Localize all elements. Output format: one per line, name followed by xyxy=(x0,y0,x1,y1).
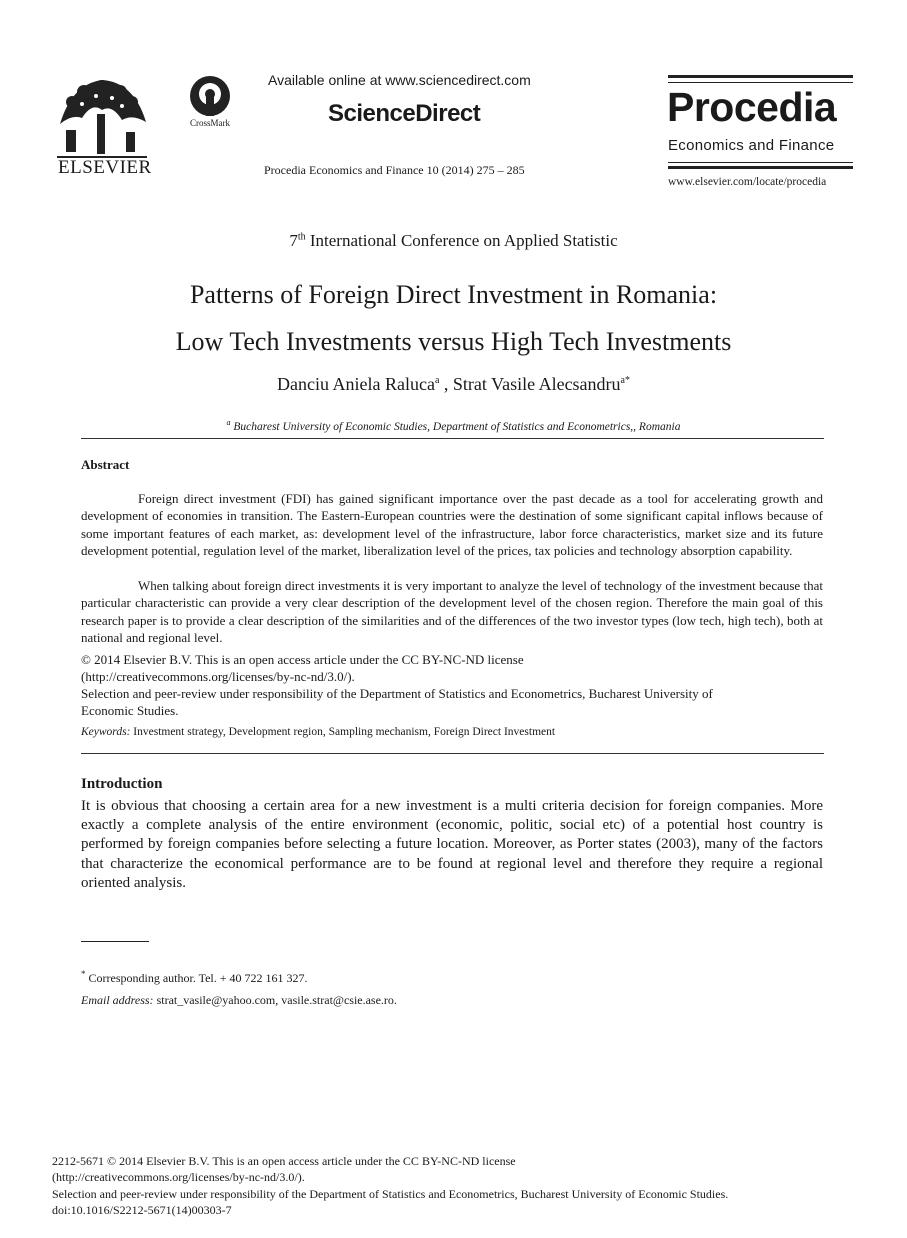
crossmark-label: CrossMark xyxy=(190,118,230,128)
authors xyxy=(0,374,907,395)
available-online: Available online at www.sciencedirect.com xyxy=(268,72,531,88)
author-1: Danciu Aniela Raluca xyxy=(277,374,435,394)
email-label: Email address: xyxy=(81,993,154,1007)
conference-ordinal-sup: th xyxy=(297,231,306,243)
keywords-label: Keywords: xyxy=(81,726,131,738)
elsevier-wordmark: ELSEVIER xyxy=(58,157,152,178)
introduction-heading: Introduction xyxy=(81,776,163,792)
paper-title-line1: Patterns of Foreign Direct Investment in Romania: xyxy=(189,280,718,309)
journal-reference: Procedia Economics and Finance 10 (2014) 275 – 285 xyxy=(264,163,525,177)
keywords xyxy=(81,726,555,738)
email-addresses[interactable]: strat_vasile@yahoo.com, vasile.strat@csie.ase.ro. xyxy=(153,993,397,1007)
license-statement xyxy=(81,651,823,686)
peer-review-bottom: Selection and peer-review under responsibility of the Department of Statistics and Econometrics, Bucharest University of Economic Studies. xyxy=(52,1187,729,1201)
abstract-paragraph-2: When talking about foreign direct investments it is very important to analyze the level of technology of the investment because that particular characteristic can provide a very clear description of the development level of the chosen region. Therefore the main goal of this research paper is to provide a clear description of the similarities and of the differences of the two investor types (low tech, high tech), both at national and regional level. xyxy=(81,578,823,646)
conference-title: International Conference on Applied Statistic xyxy=(305,231,618,250)
procedia-rule xyxy=(668,166,853,169)
author-1-affil: a xyxy=(434,375,440,386)
corresponding-author-note xyxy=(81,969,308,986)
divider xyxy=(81,753,824,754)
paper-title-line2: Low Tech Investments versus High Tech Investments xyxy=(175,327,732,356)
author-separator: , xyxy=(439,374,453,394)
footnote-rule xyxy=(81,941,149,942)
journal-url-link[interactable]: www.elsevier.com/locate/procedia xyxy=(668,176,827,188)
introduction-text: It is obvious that choosing a certain area for a new investment is a multi criteria decision for foreign companies. More exactly a complete analysis of the entire environment (economic, politic, social etc) of a potential host country is performed by foreign companies before selecting a future location. Moreover, as Porter states (2003), many of the factors that characterize the economical performance are to be found at regional level and therefore they require a regional oriented analysis. xyxy=(81,798,823,891)
procedia-rule xyxy=(668,162,853,163)
procedia-rule xyxy=(668,82,853,83)
divider xyxy=(81,438,824,439)
procedia-logo-title: Procedia xyxy=(667,84,837,130)
conference-ordinal: 7 xyxy=(289,231,298,250)
cc-license-url-link[interactable]: (http://creativecommons.org/licenses/by-nc-nd/3.0/). xyxy=(52,1170,305,1184)
issn-license-line: 2212-5671 © 2014 Elsevier B.V. This is an open access article under the CC BY-NC-ND license xyxy=(52,1154,516,1168)
peer-review-statement xyxy=(81,685,823,720)
author-2-affil: a* xyxy=(620,375,630,386)
license-line-1: © 2014 Elsevier B.V. This is an open access article under the CC BY-NC-ND license xyxy=(81,652,524,667)
selection-line-1: Selection and peer-review under responsibility of the Department of Statistics and Econometrics, Bucharest University of xyxy=(81,686,713,701)
email-note xyxy=(81,993,397,1008)
author-2: Strat Vasile Alecsandru xyxy=(452,374,621,394)
doi-link[interactable]: doi:10.1016/S2212-5671(14)00303-7 xyxy=(52,1203,232,1217)
keywords-list: Investment strategy, Development region, Sampling mechanism, Foreign Direct Investment xyxy=(130,726,556,738)
selection-line-2: Economic Studies. xyxy=(81,703,179,719)
affiliation-text: Bucharest University of Economic Studies, Department of Statistics and Econometrics,, Romania xyxy=(230,420,681,433)
affiliation xyxy=(0,418,907,433)
license-url-link[interactable]: (http://creativecommons.org/licenses/by-nc-nd/3.0/). xyxy=(81,669,355,685)
corresponding-author-text: Corresponding author. Tel. + 40 722 161 327. xyxy=(85,971,308,985)
footnote-marker: * xyxy=(81,969,86,979)
abstract-paragraph-1: Foreign direct investment (FDI) has gained significant importance over the past decade as a tool for accelerating growth and development of economies in transition. The Eastern-European countries were the destination of some significant capital inflows because of some important features of each market, as: development level of the infrastructure, labor force characteristics, market size and its future development potential, regulation level of the market, liberalization level of the prices, tax policies and technology absorption capability. xyxy=(81,491,823,559)
procedia-rule xyxy=(668,75,853,78)
sciencedirect-brand: ScienceDirect xyxy=(328,100,481,127)
procedia-logo-subtitle: Economics and Finance xyxy=(668,137,835,154)
affiliation-marker: a xyxy=(226,418,231,427)
conference-name xyxy=(0,231,907,251)
abstract-heading: Abstract xyxy=(81,457,130,472)
